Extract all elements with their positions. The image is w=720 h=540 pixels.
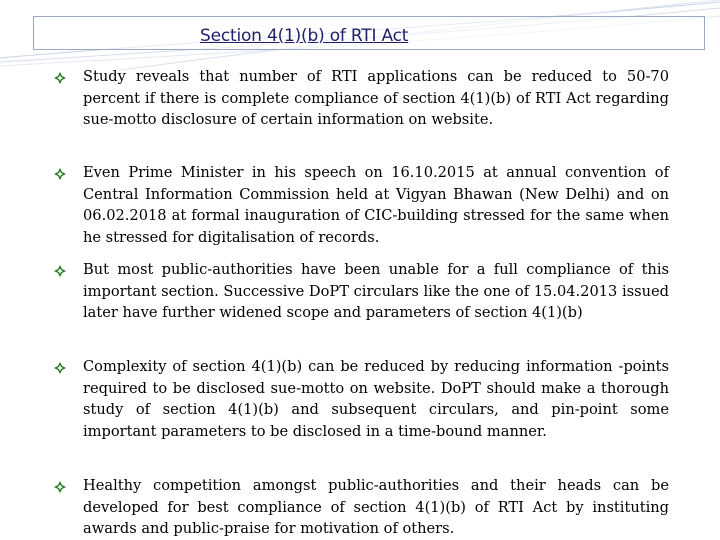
bullet-text: But most public-authorities have been unable for a full compliance of this important section. Successive DoPT circulars like the one of 15.04.2013 issued later have further widened scope and parameters of section 4(1)(b) bbox=[83, 261, 669, 322]
bullet-text: Study reveals that number of RTI applications can be reduced to 50-70 percent if there is complete compliance of section 4(1)(b) of RTI Act regarding sue-motto disclosure of certain information on website. bbox=[83, 68, 669, 129]
diamond-bullet-icon bbox=[53, 71, 67, 85]
bullet-text: Complexity of section 4(1)(b) can be reduced by reducing information -points required to be disclosed sue-motto on website. DoPT should make a thorough study of section 4(1)(b) and subsequent circulars, and pin-point some important parameters to be disclosed in a time-bound manner. bbox=[83, 358, 669, 440]
bullet-text: Even Prime Minister in his speech on 16.10.2015 at annual convention of Central Information Commission held at Vigyan Bhawan (New Delhi) and on 06.02.2018 at formal inauguration of CIC-building stressed for the same when he stressed for digitalisation of records. bbox=[83, 164, 669, 246]
diamond-bullet-icon bbox=[53, 480, 67, 494]
diamond-bullet-icon bbox=[53, 167, 67, 181]
diamond-bullet-icon bbox=[53, 361, 67, 375]
diamond-bullet-icon bbox=[53, 264, 67, 278]
bullet-text: Healthy competition amongst public-authorities and their heads can be developed for best compliance of section 4(1)(b) of RTI Act by instituting awards and public-praise for motivation of others. bbox=[83, 477, 669, 538]
slide-title: Section 4(1)(b) of RTI Act bbox=[200, 26, 409, 46]
